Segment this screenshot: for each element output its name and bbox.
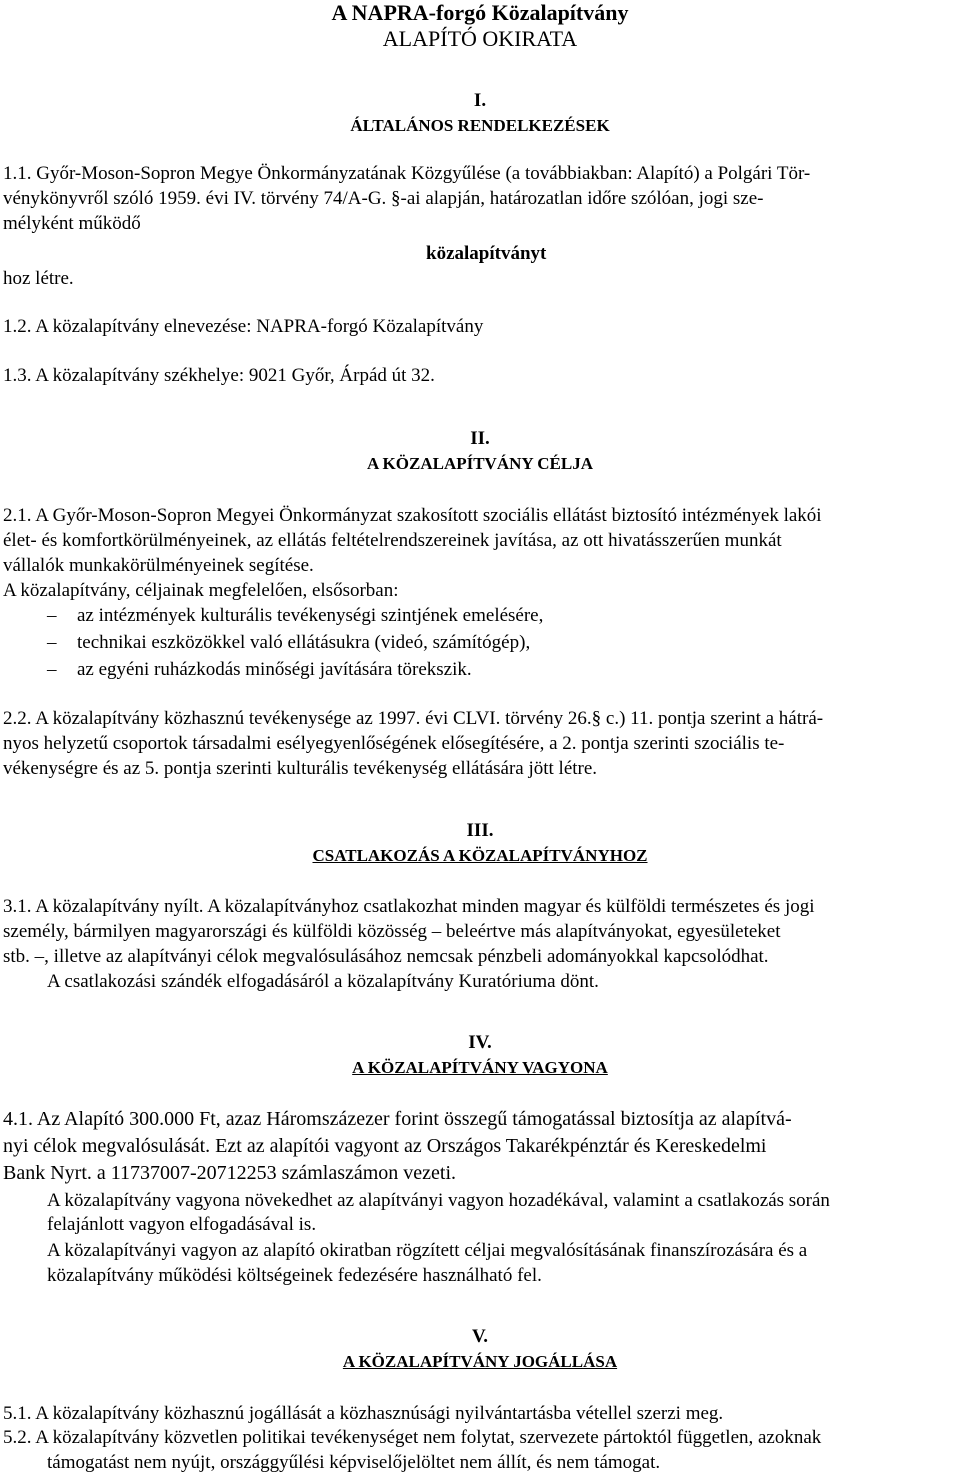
paragraph-4-1-line-1: 4.1. Az Alapító 300.000 Ft, azaz Háromszázezer forint összegű támogatással biztosítja az alapítvá-: [3, 1108, 792, 1130]
paragraph-2-1-line-3: vállalók munkakörülményeinek segítése.: [3, 555, 314, 576]
paragraph-1-1-line-1: 1.1. Győr-Moson-Sopron Megye Önkormányzatának Közgyűlése (a továbbiakban: Alapító) a Polgári Tör-: [3, 163, 811, 184]
section-3-heading: CSATLAKOZÁS A KÖZALAPÍTVÁNYHOZ: [312, 846, 648, 865]
paragraph-4-1-line-2: nyi célok megvalósulását. Ezt az alapítói vagyont az Országos Takarékpénztár és Kereskedelmi: [3, 1135, 767, 1157]
paragraph-1-3: 1.3. A közalapítvány székhelye: 9021 Győr, Árpád út 32.: [3, 365, 435, 386]
paragraph-3-1-line-1: 3.1. A közalapítvány nyílt. A közalapítványhoz csatlakozhat minden magyar és külföldi természetes és jogi: [3, 896, 815, 917]
document-subtitle: ALAPÍTÓ OKIRATA: [382, 26, 578, 51]
document-title: A NAPRA-forgó Közalapítvány: [331, 0, 629, 25]
paragraph-4-1-line-3: Bank Nyrt. a 11737007-20712253 számlaszámon vezeti.: [3, 1162, 457, 1184]
paragraph-1-1-line-2: vénykönyvről szóló 1959. évi IV. törvény 74/A-G. §-ai alapján, határozatlan időre szólóan, jogi sze-: [3, 188, 764, 209]
paragraph-2-1-line-4: A közalapítvány, céljainak megfelelően, elsősorban:: [3, 580, 399, 601]
list-item: az intézmények kulturális tevékenységi szintjének emelésére,: [77, 605, 544, 626]
section-5-number: V.: [471, 1326, 489, 1347]
paragraph-3-1-line-3: stb. –, illetve az alapítványi célok megvalósulásához nemcsak pénzbeli adományokkal kapcsolódhat.: [3, 946, 769, 967]
section-4-number: IV.: [468, 1032, 492, 1053]
section-2-heading: A KÖZALAPÍTVÁNY CÉLJA: [366, 454, 594, 473]
paragraph-2-1-line-2: élet- és komfortkörülményeinek, az ellátás feltételrendszereinek javítása, az ott hivatásszerűen munkát: [3, 530, 782, 551]
section-1-heading: ÁLTALÁNOS RENDELKEZÉSEK: [350, 116, 610, 135]
paragraph-5-2-line-2: támogatást nem nyújt, országgyűlési képviselőjelöltet nem állít, és nem támogat.: [47, 1452, 661, 1473]
paragraph-2-2-line-3: vékenységre és az 5. pontja szerinti kulturális tevékenység ellátására jött létre.: [3, 758, 598, 779]
paragraph-1-1-emphasis: közalapítványt: [426, 243, 547, 264]
paragraph-5-1: 5.1. A közalapítvány közhasznú jogállását a közhasznúsági nyilvántartásba vétellel szerzi meg.: [3, 1403, 724, 1424]
paragraph-4-2-line-2: felajánlott vagyon elfogadásával is.: [47, 1214, 317, 1235]
section-3-number: III.: [466, 820, 494, 841]
section-2-number: II.: [470, 428, 490, 449]
bullet-dash: –: [47, 632, 57, 653]
bullet-dash: –: [47, 659, 57, 680]
list-item: az egyéni ruházkodás minőségi javítására törekszik.: [77, 659, 472, 680]
section-5-heading: A KÖZALAPÍTVÁNY JOGÁLLÁSA: [342, 1352, 618, 1371]
paragraph-1-2: 1.2. A közalapítvány elnevezése: NAPRA-forgó Közalapítvány: [3, 316, 484, 337]
paragraph-4-2-line-1: A közalapítvány vagyona növekedhet az alapítványi vagyon hozadékával, valamint a csatlakozás során: [47, 1190, 830, 1211]
paragraph-2-1-line-1: 2.1. A Győr-Moson-Sopron Megyei Önkormányzat szakosított szociális ellátást biztosító intézmények lakói: [3, 505, 822, 526]
list-item: technikai eszközökkel való ellátásukra (videó, számítógép),: [77, 632, 531, 653]
paragraph-1-1-line-5: hoz létre.: [3, 268, 74, 289]
paragraph-2-2-line-2: nyos helyzetű csoportok társadalmi esélyegyenlőségének elősegítésére, a 2. pontja szerinti szociális te-: [3, 733, 785, 754]
section-1-number: I.: [473, 90, 487, 111]
paragraph-4-3-line-2: közalapítvány működési költségeinek fedezésére használható fel.: [47, 1265, 542, 1286]
paragraph-5-2-line-1: 5.2. A közalapítvány közvetlen politikai tevékenységet nem folytat, szervezete pártoktól független, azoknak: [3, 1427, 822, 1448]
paragraph-4-3-line-1: A közalapítványi vagyon az alapító okiratban rögzített céljai megvalósításának finanszírozására és a: [47, 1240, 808, 1261]
paragraph-3-1-line-4: A csatlakozási szándék elfogadásáról a közalapítvány Kuratóriuma dönt.: [47, 971, 599, 992]
paragraph-2-2-line-1: 2.2. A közalapítvány közhasznú tevékenysége az 1997. évi CLVI. törvény 26.§ c.) 11. pontja szerint a hátrá-: [3, 708, 824, 729]
paragraph-3-1-line-2: személy, bármilyen magyarországi és külföldi közösség – beleértve más alapítványokat, egyesületeket: [3, 921, 781, 942]
bullet-dash: –: [47, 605, 57, 626]
section-4-heading: A KÖZALAPÍTVÁNY VAGYONA: [352, 1058, 608, 1077]
paragraph-1-1-line-3: mélyként működő: [3, 213, 141, 234]
